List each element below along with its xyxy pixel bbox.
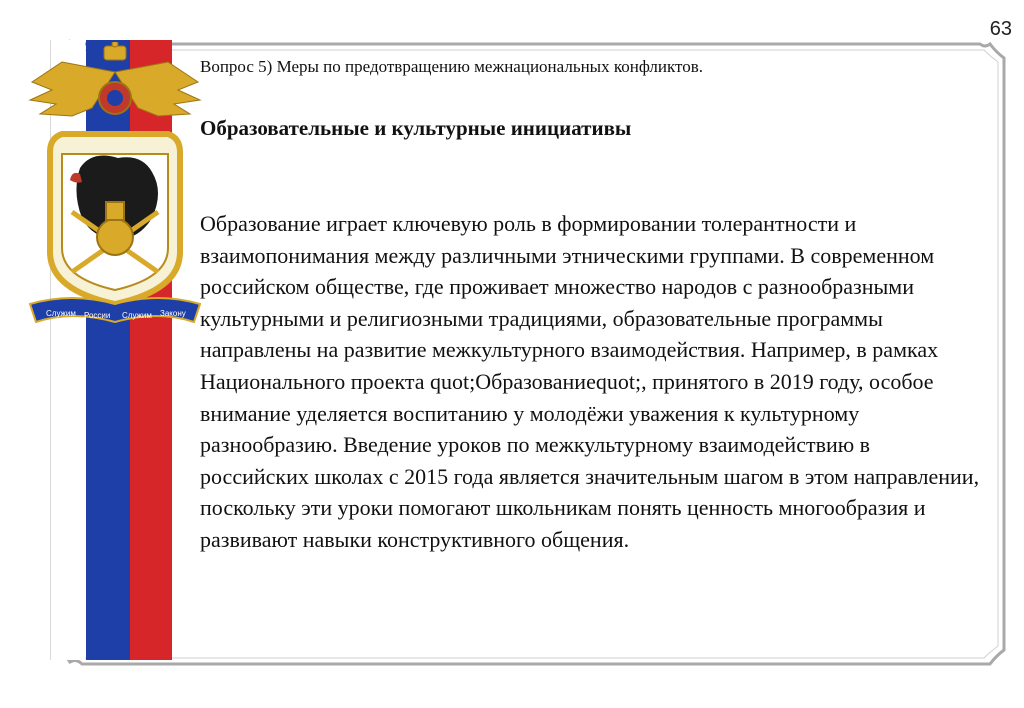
coat-of-arms-emblem-icon — [22, 42, 208, 332]
page-number: 63 — [989, 18, 1012, 40]
ribbon-word-3: Служим — [122, 311, 152, 320]
question-title: Вопрос 5) Меры по предотвращению межнациональных конфликтов. — [200, 57, 704, 76]
ribbon-word-4: Закону — [160, 309, 186, 318]
body-paragraph: Образование играет ключевую роль в формировании толерантности и взаимопонимания между различными этническими группами. В современном российском обществе, где проживает множество народов с разнообразными культурными и религиозными традициями, образовательные программы направлены на развитие межкультурного взаимодействия. Например, в рамках Национального проекта quot;Образованиеquot;, принятого в 2019 году, особое внимание уделяется воспитанию у молодёжи уважения к культурному разнообразию. Введение уроков по межкультурному взаимодействию в российских школах с 2015 года является значительным шагом в этом направлении, поскольку эти уроки помогают школьникам понять ценность многообразия и развивают навыки конструктивного общения. — [200, 211, 980, 552]
ribbon-word-2: России — [84, 311, 111, 320]
ribbon-word-1: Служим — [46, 309, 76, 318]
section-heading: Образовательные и культурные инициативы — [200, 116, 632, 140]
